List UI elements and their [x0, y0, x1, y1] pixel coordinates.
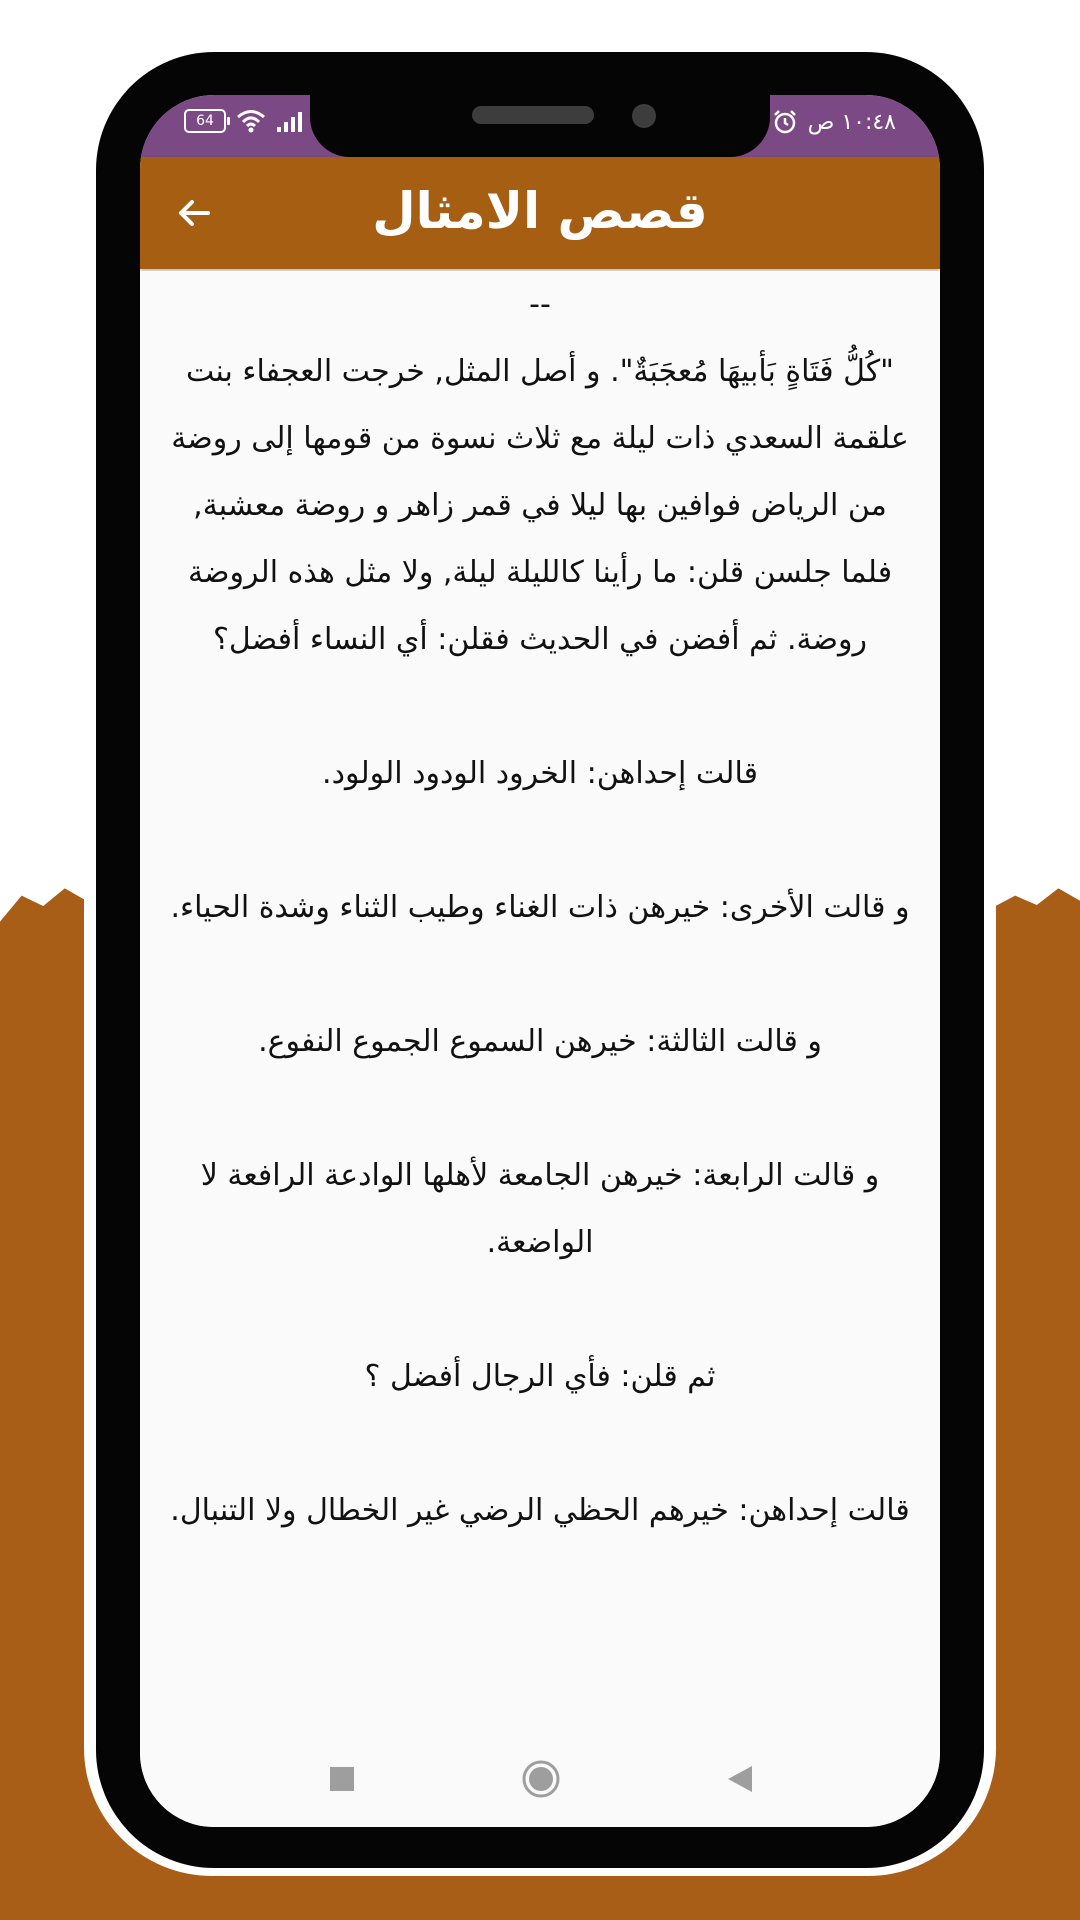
wifi-icon [236, 109, 266, 133]
camera-notch [310, 95, 770, 157]
home-button[interactable] [517, 1755, 565, 1803]
story-scroll-area[interactable] [140, 271, 940, 1731]
battery-icon [184, 109, 226, 133]
page-title: قصص الامثال [372, 182, 708, 240]
phone-screen [140, 95, 940, 1827]
story-text: -- "كُلُّ فَتَاةٍ بَأبيهَا مُعجَبَةٌ". و أصل المثل, خرجت العجفاء بنت علقمة السعدي ذات ليلة مع ثلاث نسوة من قومها إلى روضة من الرياض فوافين بها ليلا في قمر زاهر و روضة معشبة, فلما جلسن قلن: ما رأينا كالليلة ليلة, ولا مثل هذه الروضة روضة. ثم أفضن في الحديث فقلن: أي النساء أفضل؟ قالت إحداهن: الخرود الودود الولود. و قالت الأخرى: خيرهن ذات الغناء وطيب الثناء وشدة الحياء. و قالت الثالثة: خيرهن السموع الجموع النفوع. و قالت الرابعة: خيرهن الجامعة لأهلها الوادعة الرافعة لا الواضعة. ثم قلن: فأي الرجال أفضل ؟ قالت إحداهن: خيرهم الحظي الرضي غير الخطال ولا التنبال. [170, 287, 910, 1528]
square-icon [329, 1766, 355, 1792]
app-bar [140, 157, 940, 269]
system-nav-bar [140, 1731, 940, 1827]
back-button[interactable] [164, 183, 224, 243]
status-bar [140, 95, 940, 157]
battery-level: 64 [196, 113, 214, 129]
recents-button[interactable] [318, 1755, 366, 1803]
alarm-clock-icon [772, 109, 798, 135]
status-icons [184, 109, 304, 133]
front-camera [632, 104, 656, 128]
status-clock [772, 109, 896, 135]
speaker-grille [472, 106, 594, 124]
status-time: ١٠:٤٨ ص [807, 109, 896, 135]
signal-icon [276, 109, 304, 133]
circle-icon [521, 1759, 561, 1799]
triangle-icon [726, 1764, 754, 1794]
arrow-left-icon [174, 193, 214, 233]
nav-back-button[interactable] [716, 1755, 764, 1803]
